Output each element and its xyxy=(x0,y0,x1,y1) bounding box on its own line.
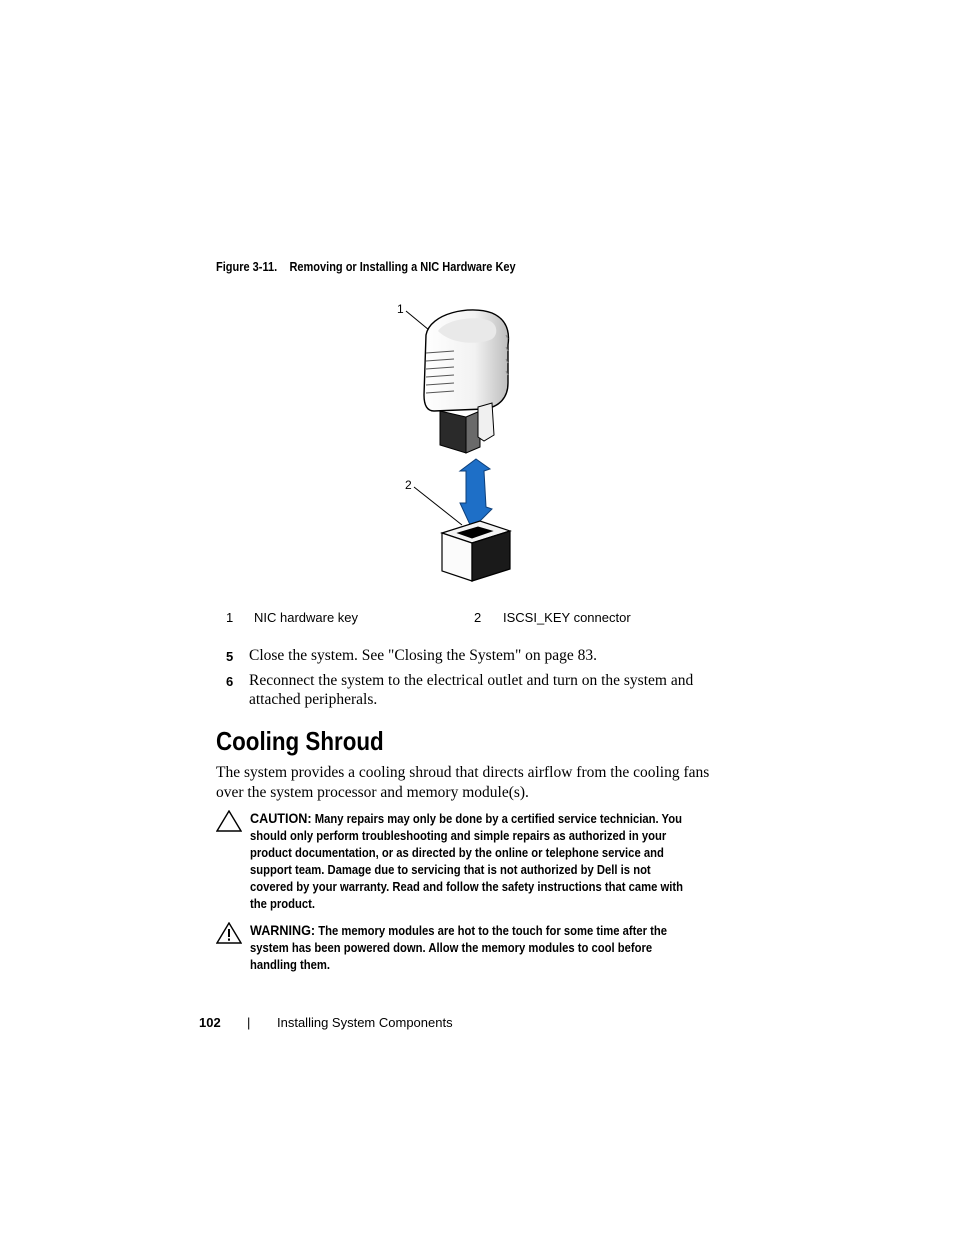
legend-item-2-label: ISCSI_KEY connector xyxy=(503,610,631,625)
caution-label: CAUTION: xyxy=(250,810,312,826)
step-number: 6 xyxy=(226,674,234,689)
page-footer xyxy=(0,1015,954,1035)
legend-item-1-number: 1 xyxy=(226,610,234,625)
nic-hardware-key-illustration xyxy=(380,295,560,595)
step-text: Close the system. See "Closing the System" on page 83. xyxy=(249,647,598,664)
step-text: Reconnect the system to the electrical outlet and turn on the system and attached peripherals. xyxy=(249,672,694,708)
callout-2-leader xyxy=(414,487,462,525)
caution-notice xyxy=(216,810,716,910)
callout-2-label: 2 xyxy=(405,478,412,492)
step-6 xyxy=(0,671,954,711)
step-number: 5 xyxy=(226,649,234,664)
figure-caption-number: Figure 3-11. xyxy=(216,260,278,274)
figure-caption-title: Removing or Installing a NIC Hardware Key xyxy=(289,260,516,274)
legend-item-2-number: 2 xyxy=(474,610,482,625)
legend-item-1-label: NIC hardware key xyxy=(254,610,359,625)
caution-text: Many repairs may only be done by a certified service technician. You should only perform troubleshooting and simple repairs as authorized in your product documentation, or as directed by the online or telephone service and support team. Damage due to servicing that is not authorized by Dell is not covered by your warranty. Read and follow the safety instructions that came with the product. xyxy=(250,812,684,911)
figure-caption xyxy=(216,260,516,274)
key-latch xyxy=(478,403,494,441)
step-5 xyxy=(0,646,954,666)
footer-separator: | xyxy=(247,1015,251,1030)
insert-remove-arrow xyxy=(460,459,492,529)
key-plug xyxy=(440,411,466,453)
warning-notice xyxy=(216,922,716,977)
footer-section-title: Installing System Components xyxy=(277,1015,453,1030)
section-heading: Cooling Shroud xyxy=(216,726,384,756)
warning-icon xyxy=(216,922,242,944)
section-intro: The system provides a cooling shroud that directs airflow from the cooling fans over the system processor and memory module(s). xyxy=(216,764,710,801)
warning-label: WARNING: xyxy=(250,922,316,938)
page-number: 102 xyxy=(199,1015,221,1030)
caution-icon xyxy=(216,810,242,832)
callout-1-label: 1 xyxy=(397,302,404,316)
warning-text: The memory modules are hot to the touch for some time after the system has been powered down. Allow the memory modules to cool before handling them. xyxy=(250,924,668,972)
